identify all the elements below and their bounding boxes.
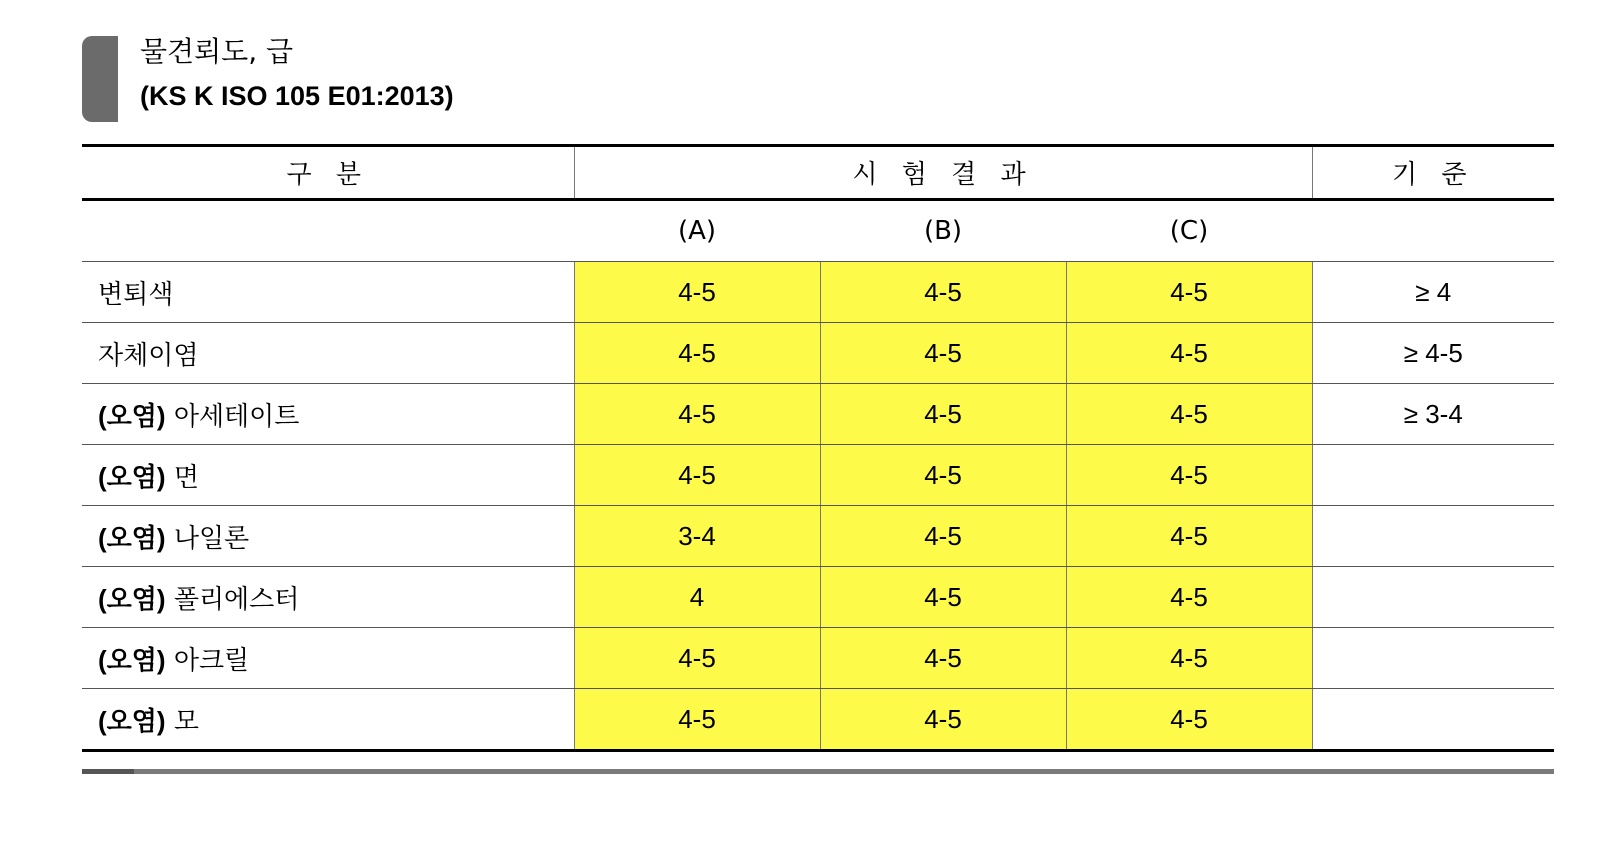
result-cell-b: 4-5 (820, 445, 1066, 506)
result-cell-c: 4-5 (1066, 323, 1312, 384)
row-label-prefix: (오염) (98, 583, 166, 614)
result-cell-c: 4-5 (1066, 262, 1312, 323)
row-label (82, 506, 574, 567)
sample-label-b: (B) (820, 200, 1066, 262)
row-label (82, 567, 574, 628)
result-cell-a: 3-4 (574, 506, 820, 567)
table-row (82, 689, 1554, 751)
sample-label-c: (C) (1066, 200, 1312, 262)
row-label-text: 면 (173, 462, 199, 493)
table-row (82, 384, 1554, 445)
standard-cell: ≥ 4 (1312, 262, 1554, 323)
result-cell-c: 4-5 (1066, 689, 1312, 751)
row-label-text: 아세테이트 (173, 401, 300, 432)
standard-cell (1312, 506, 1554, 567)
row-label-text: 자체이염 (98, 340, 199, 371)
sample-label-empty (82, 200, 574, 262)
table-header-row (82, 146, 1554, 200)
section-marker (82, 36, 118, 122)
result-cell-c: 4-5 (1066, 384, 1312, 445)
row-label (82, 262, 574, 323)
header-category: 구 분 (82, 146, 574, 200)
row-label-text: 모 (173, 706, 199, 737)
sample-label-a: (A) (574, 200, 820, 262)
header-standard: 기 준 (1312, 146, 1554, 200)
row-label-prefix: (오염) (98, 522, 166, 553)
result-cell-c: 4-5 (1066, 628, 1312, 689)
standard-cell (1312, 689, 1554, 751)
result-cell-a: 4-5 (574, 323, 820, 384)
result-cell-a: 4 (574, 567, 820, 628)
row-label (82, 445, 574, 506)
row-label-prefix: (오염) (98, 705, 166, 736)
sample-label-empty-std (1312, 200, 1554, 262)
table-row (82, 628, 1554, 689)
standard-cell (1312, 628, 1554, 689)
row-label-text: 나일론 (173, 523, 250, 554)
result-cell-c: 4-5 (1066, 506, 1312, 567)
table-row (82, 445, 1554, 506)
result-cell-b: 4-5 (820, 384, 1066, 445)
row-label (82, 628, 574, 689)
table-row (82, 323, 1554, 384)
standard-cell (1312, 567, 1554, 628)
row-label-prefix: (오염) (98, 644, 166, 675)
row-label-prefix: (오염) (98, 461, 166, 492)
result-cell-b: 4-5 (820, 567, 1066, 628)
result-cell-a: 4-5 (574, 445, 820, 506)
bottom-rule (82, 769, 1554, 774)
header-results: 시 험 결 과 (574, 146, 1312, 200)
result-cell-c: 4-5 (1066, 445, 1312, 506)
result-cell-b: 4-5 (820, 506, 1066, 567)
section-title: 물견뢰도, 급 (140, 35, 294, 68)
result-cell-b: 4-5 (820, 262, 1066, 323)
standard-cell: ≥ 3-4 (1312, 384, 1554, 445)
row-label-prefix: (오염) (98, 400, 166, 431)
result-cell-b: 4-5 (820, 689, 1066, 751)
section-standard-code: (KS K ISO 105 E01:2013) (140, 81, 454, 111)
row-label (82, 384, 574, 445)
row-label-text: 변퇴색 (98, 279, 174, 310)
row-label-text: 아크릴 (173, 645, 250, 676)
row-label (82, 689, 574, 751)
result-cell-a: 4-5 (574, 628, 820, 689)
row-label-text: 폴리에스터 (173, 584, 300, 615)
table-row (82, 506, 1554, 567)
table-row (82, 567, 1554, 628)
result-cell-a: 4-5 (574, 262, 820, 323)
colorfastness-table (82, 144, 1554, 752)
result-cell-c: 4-5 (1066, 567, 1312, 628)
result-cell-a: 4-5 (574, 689, 820, 751)
bottom-rule-accent (82, 769, 134, 774)
result-cell-a: 4-5 (574, 384, 820, 445)
sample-label-row (82, 200, 1554, 262)
result-cell-b: 4-5 (820, 628, 1066, 689)
standard-cell: ≥ 4-5 (1312, 323, 1554, 384)
result-cell-b: 4-5 (820, 323, 1066, 384)
row-label (82, 323, 574, 384)
table-row (82, 262, 1554, 323)
standard-cell (1312, 445, 1554, 506)
